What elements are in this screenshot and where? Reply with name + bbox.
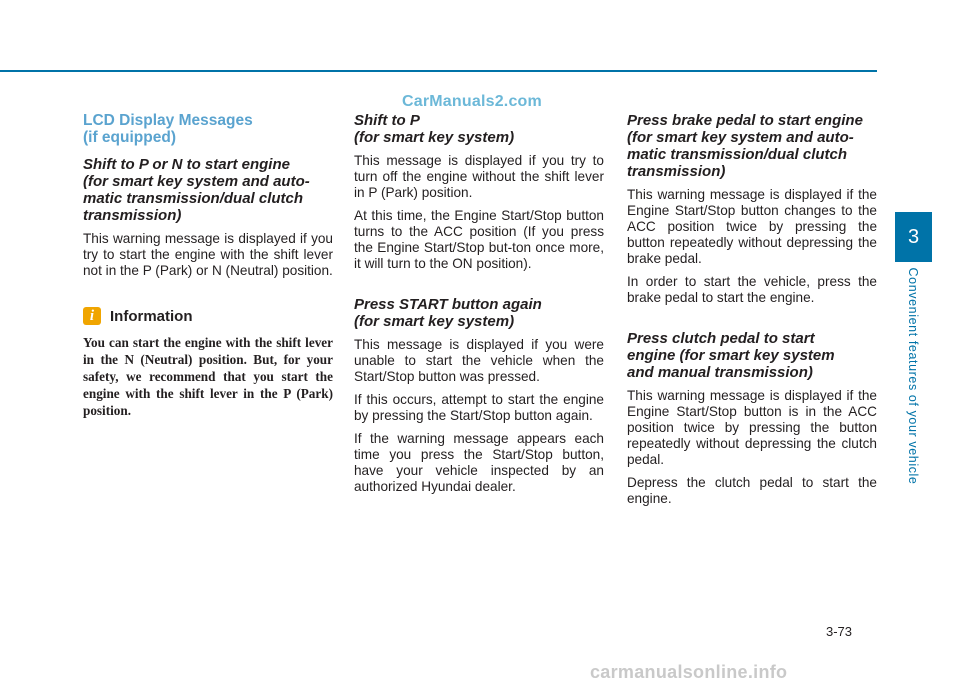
- information-text: You can start the engine with the shift lever in the N (Neutral) position. But, for your safety, we recommend that you start the engine with the shift lever in the P (Park) position.: [83, 335, 333, 418]
- info-i-icon: i: [83, 307, 101, 325]
- header-rule: [0, 70, 877, 72]
- paragraph: This warning message is displayed if you try to start the engine with the shift lever not in the P (Park) or N (Neutral) position.: [83, 231, 333, 278]
- paragraph: At this time, the Engine Start/Stop button turns to the ACC position (If you press the Engine Start/Stop but-ton once more, it will turn to the ON position).: [354, 208, 604, 271]
- paragraph: This message is displayed if you were unable to start the vehicle when the Start/Stop button was pressed.: [354, 337, 604, 384]
- subtitle-press-start-again: Press START button again (for smart key system): [354, 296, 542, 330]
- information-label: Information: [110, 307, 193, 325]
- watermark-top[interactable]: CarManuals2.com: [402, 93, 542, 110]
- chapter-number-tab: 3: [895, 212, 932, 262]
- subtitle-shift-to-p: Shift to P (for smart key system): [354, 112, 515, 146]
- paragraph: In order to start the vehicle, press the brake pedal to start the engine.: [627, 274, 877, 305]
- watermark-bottom[interactable]: carmanualsonline.info: [590, 662, 788, 682]
- column-1: [83, 112, 333, 419]
- column-3: [627, 112, 877, 514]
- paragraph: This message is displayed if you try to turn off the engine without the shift lever in P (Park) position.: [354, 153, 604, 200]
- paragraph: If this occurs, attempt to start the engine by pressing the Start/Stop button again.: [354, 392, 604, 423]
- section-title: LCD Display Messages (if equipped): [83, 112, 253, 146]
- column-2: [354, 112, 604, 502]
- subtitle-shift-p-or-n: Shift to P or N to start engine (for smart key system and auto- matic transmission/dual clutch transmission): [83, 156, 310, 224]
- chapter-side-title: Convenient features of your vehicle: [906, 267, 920, 485]
- information-header: [83, 307, 333, 325]
- subtitle-press-clutch-pedal: Press clutch pedal to start engine (for smart key system and manual transmission): [627, 330, 835, 381]
- paragraph: Depress the clutch pedal to start the engine.: [627, 475, 877, 506]
- subtitle-press-brake-pedal: Press brake pedal to start engine (for smart key system and auto- matic transmission/dual clutch transmission): [627, 112, 863, 180]
- paragraph: If the warning message appears each time you press the Start/Stop button, have your vehicle inspected by an authorized Hyundai dealer.: [354, 431, 604, 494]
- paragraph: This warning message is displayed if the Engine Start/Stop button is in the ACC position twice by pressing the button repeatedly without depressing the clutch pedal.: [627, 388, 877, 467]
- page-number: 3-73: [826, 624, 853, 639]
- paragraph: This warning message is displayed if the Engine Start/Stop button changes to the ACC position twice by pressing the button repeatedly without depressing the brake pedal.: [627, 187, 877, 266]
